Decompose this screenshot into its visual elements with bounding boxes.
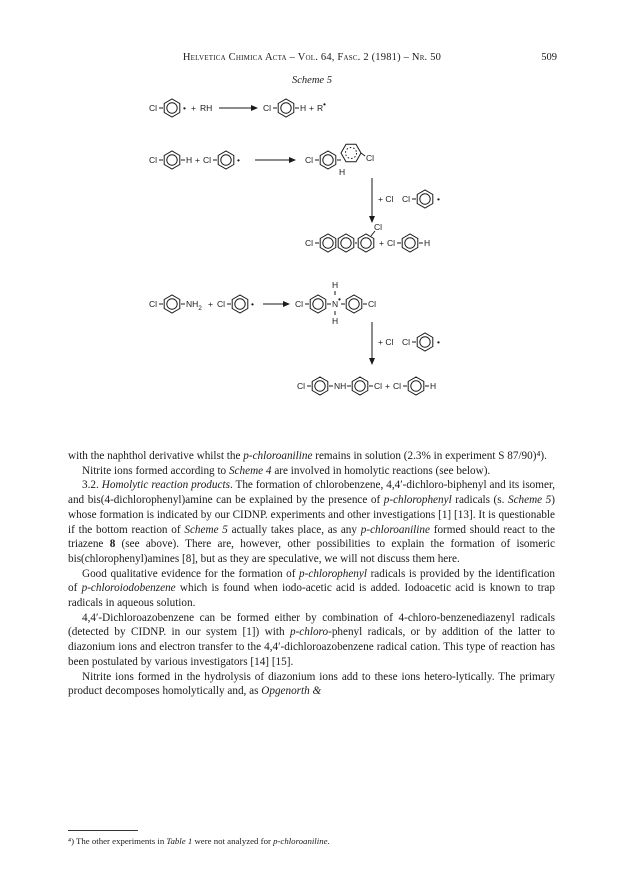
chlorine-label: Cl: [387, 238, 396, 248]
r-label: R: [317, 103, 324, 113]
chlorine-label: Cl: [295, 299, 304, 309]
nitrogen-label: N: [332, 299, 339, 309]
radical-dot: •: [437, 337, 440, 347]
plus-sign: +: [309, 103, 314, 113]
paragraph-6: Nitrite ions formed in the hydrolysis of diazonium ions add to these ions hetero-lytically. The primary product decomposes homolytically and, as Opgenorth &: [68, 670, 555, 698]
plus-sign: +: [208, 299, 213, 309]
reagent-label: + Cl: [378, 337, 394, 347]
hydrogen-label: H: [430, 381, 437, 391]
running-header: [0, 52, 624, 66]
delocalized-radical: [346, 148, 357, 159]
running-head: Helvetica Chimica Acta – Vol. 64, Fasc. 2 (1981) – Nr. 50: [182, 52, 442, 63]
chlorine-label: Cl: [366, 153, 375, 163]
rh-label: RH: [200, 103, 213, 113]
aromatic-circle: [355, 381, 365, 391]
paragraph-4: Good qualitative evidence for the formation of p-chlorophenyl radicals is provided by the identification of p-chloroiodobenzene which is found when iodo-acetic acid is added. Iodoacetic acid is known to trap radicals in aqueous solution.: [68, 567, 555, 610]
radical-dot: •: [338, 294, 341, 304]
hydrogen-label: H: [424, 238, 431, 248]
aromatic-circle: [420, 194, 430, 204]
chlorine-label: Cl: [149, 299, 158, 309]
aromatic-circle: [349, 299, 359, 309]
chlorine-label: Cl: [217, 299, 226, 309]
aromatic-circle: [341, 238, 351, 248]
aromatic-circle: [323, 238, 333, 248]
aromatic-circle: [167, 103, 177, 113]
scheme-5-diagram: [0, 88, 624, 438]
chlorine-label: Cl: [393, 381, 402, 391]
amino-label: $NH_2$: [186, 299, 202, 312]
aromatic-circle: [235, 299, 245, 309]
aromatic-circle: [361, 238, 371, 248]
paragraph-5: 4,4′-Dichloroazobenzene can be formed either by combination of 4-chloro-benzenediazenyl radicals (detected by CIDNP. in our system [1]) with p-chloro-phenyl radicals, or by addition of the latter to diazonium ions and electron transfer to the 4,4′-dichloroazobenzene radical cation. This type of reaction has been postulated by various investigators [14] [15].: [68, 611, 555, 668]
aromatic-circle: [281, 103, 291, 113]
chlorine-label: Cl: [368, 299, 377, 309]
chlorine-label: Cl: [305, 155, 314, 165]
chlorine-label: Cl: [149, 103, 158, 113]
footnote-rule: [68, 830, 138, 831]
chlorine-label: Cl: [203, 155, 212, 165]
reagent-label: + Cl: [378, 194, 394, 204]
plus-sign: +: [385, 381, 390, 391]
plus-sign: +: [191, 103, 196, 113]
aromatic-circle: [405, 238, 415, 248]
plus-sign: +: [379, 238, 384, 248]
chlorine-label: Cl: [402, 194, 411, 204]
page-number: 509: [541, 52, 557, 63]
aromatic-circle: [411, 381, 421, 391]
radical-dot: •: [183, 103, 186, 113]
paragraph-2: Nitrite ions formed according to Scheme 4 are involved in homolytic reactions (see below).: [82, 464, 491, 477]
hydrogen-label: H: [300, 103, 307, 113]
hydrogen-label: H: [186, 155, 193, 165]
paragraph-3: 3.2. Homolytic reaction products. The formation of chlorobenzene, 4,4′-dichloro-biphenyl and its isomer, and bis(4-dichlorophenyl)amine can be explained by the presence of p-chlorophenyl radicals (s. Scheme 5) whose formation is indicated by our CIDNP. experiments and other investigations [1] [13]. It is questionable if the bottom reaction of Scheme 5 actually takes place, as any p-chloroaniline formed should react to the triazene 8 (see above). There are, however, other possibilities to explain the formation of isomeric bis(chlorophenyl)amines [8], but as they are speculative, we will not discuss them here.: [68, 479, 556, 565]
paragraph-1: with the naphthol derivative whilst the p-chloroaniline remains in solution (2.3% in experiment S 87/90)⁴).: [68, 450, 547, 462]
chlorine-label: Cl: [263, 103, 272, 113]
footnote: ⁴) The other experiments in Table 1 were not analyzed for p-chloroaniline.: [68, 836, 330, 846]
chlorine-label: Cl: [149, 155, 158, 165]
scheme-title: Scheme 5: [292, 75, 332, 86]
chlorine-label: Cl: [374, 222, 383, 232]
radical-dot: •: [251, 299, 254, 309]
aromatic-circle: [420, 337, 430, 347]
chlorine-label: Cl: [305, 238, 314, 248]
chlorine-label: Cl: [402, 337, 411, 347]
nh-label: NH: [334, 381, 347, 391]
aromatic-circle: [323, 155, 333, 165]
body-text: [68, 449, 555, 699]
plus-sign: +: [195, 155, 200, 165]
radical-dot: •: [237, 155, 240, 165]
aromatic-circle: [313, 299, 323, 309]
hydrogen-label: H: [339, 167, 346, 177]
aromatic-circle: [315, 381, 325, 391]
radical-dot: •: [437, 194, 440, 204]
hydrogen-label: H: [332, 316, 339, 326]
aromatic-circle: [167, 155, 177, 165]
aromatic-circle: [167, 299, 177, 309]
radical-dot: •: [323, 99, 326, 109]
bond: [361, 153, 365, 156]
hydrogen-label: H: [332, 280, 339, 290]
chlorine-label: Cl: [297, 381, 306, 391]
cyclohexadienyl-ring: [341, 144, 361, 161]
aromatic-circle: [221, 155, 231, 165]
chlorine-label: Cl: [374, 381, 383, 391]
